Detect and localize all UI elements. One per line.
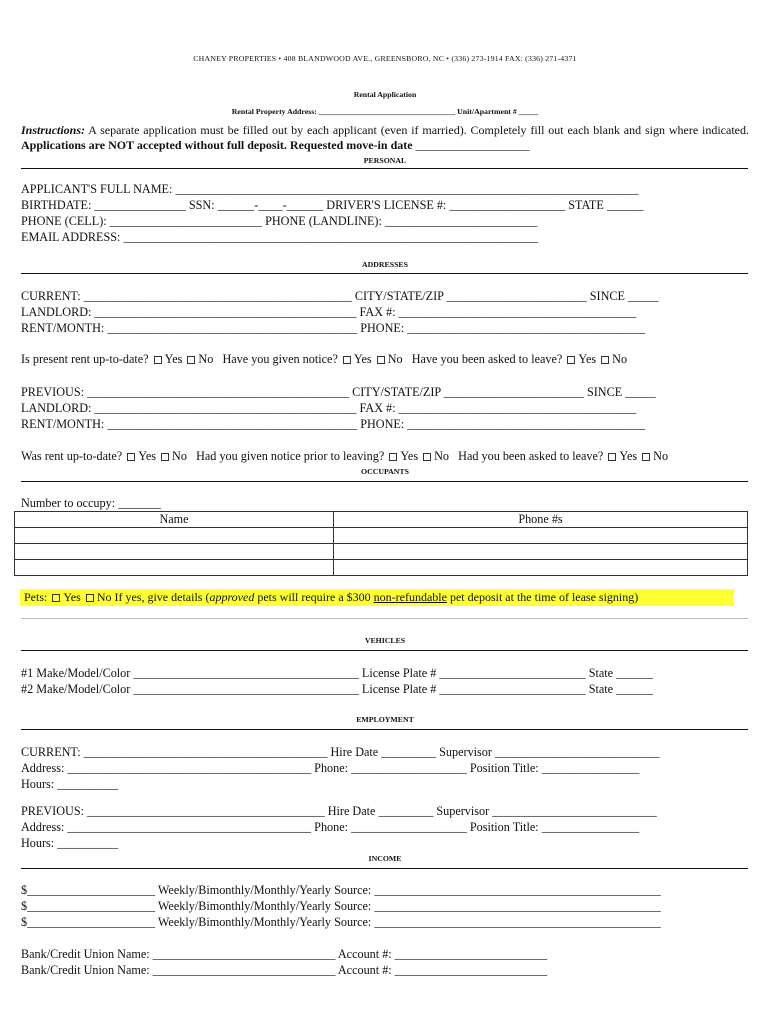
occupant-name-cell[interactable] xyxy=(15,560,334,576)
no-label: No xyxy=(612,352,628,366)
section-addresses: ADDRESSES xyxy=(362,260,408,269)
section-divider xyxy=(21,729,748,730)
table-row xyxy=(15,528,748,544)
section-personal: PERSONAL xyxy=(363,156,407,165)
section-employment: EMPLOYMENT xyxy=(356,715,414,724)
section-occupants: OCCUPANTS xyxy=(361,467,409,476)
no-label: No xyxy=(96,590,112,604)
section-divider xyxy=(21,868,748,869)
checkbox-icon[interactable] xyxy=(86,594,94,602)
table-header-row xyxy=(15,512,748,528)
instructions-text: A separate application must be filled out by each applicant (even if married). Completely fill out each blank and sign where indicated. xyxy=(85,123,749,137)
previous-employer-field[interactable]: PREVIOUS: _______________________________________ Hire Date _________ Supervisor ___________________________ xyxy=(21,804,657,818)
number-to-occupy-field[interactable]: Number to occupy: _______ xyxy=(21,496,161,510)
checkbox-icon[interactable] xyxy=(343,356,351,364)
email-field[interactable]: EMAIL ADDRESS: ____________________________________________________________________ xyxy=(21,230,538,244)
no-label: No xyxy=(198,352,214,366)
yes-label: Yes xyxy=(164,352,183,366)
move-in-date-field[interactable]: ___________________ xyxy=(412,138,530,152)
pets-details-text: If yes, give details ( xyxy=(114,590,210,604)
table-row xyxy=(15,544,748,560)
checkbox-icon[interactable] xyxy=(608,453,616,461)
previous-employer-address-field[interactable]: Address: ________________________________________ Phone: ___________________ Position Title: ________________ xyxy=(21,820,640,834)
current-questions-row xyxy=(21,352,627,366)
pets-row xyxy=(24,590,638,604)
phone-fields[interactable]: PHONE (CELL): _________________________ PHONE (LANDLINE): _________________________ xyxy=(21,214,538,228)
name-column-header: Name xyxy=(15,512,334,528)
previous-hours-field[interactable]: Hours: __________ xyxy=(21,836,119,850)
instructions-deposit-notice: Applications are NOT accepted without full deposit. Requested move-in date xyxy=(21,138,413,152)
checkbox-icon[interactable] xyxy=(52,594,60,602)
previous-questions-row xyxy=(21,449,668,463)
section-vehicles: VEHICLES xyxy=(364,636,406,645)
section-divider xyxy=(21,168,748,169)
checkbox-icon[interactable] xyxy=(127,453,135,461)
pets-deposit-text: pets will require a $300 xyxy=(254,590,374,604)
occupant-phone-cell[interactable] xyxy=(334,544,748,560)
phone-column-header: Phone #s xyxy=(334,512,748,528)
checkbox-icon[interactable] xyxy=(154,356,162,364)
previous-landlord-field[interactable]: LANDLORD: ___________________________________________ FAX #: _______________________________________ xyxy=(21,401,637,415)
yes-label: Yes xyxy=(353,352,372,366)
current-rent-field[interactable]: RENT/MONTH: _________________________________________ PHONE: _______________________________________ xyxy=(21,321,645,335)
rent-up-to-date-question: Is present rent up-to-date? xyxy=(21,352,149,366)
table-row xyxy=(15,560,748,576)
current-employer-address-field[interactable]: Address: ________________________________________ Phone: ___________________ Position Title: ________________ xyxy=(21,761,640,775)
pets-label: Pets: xyxy=(24,590,48,604)
checkbox-icon[interactable] xyxy=(642,453,650,461)
previous-address-field[interactable]: PREVIOUS: ___________________________________________ CITY/STATE/ZIP _______________________ SINCE _____ xyxy=(21,385,656,399)
birthdate-ssn-license-field[interactable]: BIRTHDATE: _______________ SSN: ______-____-______ DRIVER'S LICENSE #: ___________________ STATE ______ xyxy=(21,198,644,212)
occupant-name-cell[interactable] xyxy=(15,528,334,544)
prev-given-notice-question: Had you given notice prior to leaving? xyxy=(196,449,385,463)
instructions-label: Instructions: xyxy=(21,123,86,137)
no-label: No xyxy=(172,449,187,463)
checkbox-icon[interactable] xyxy=(601,356,609,364)
company-header: CHANEY PROPERTIES • 408 BLANDWOOD AVE., GREENSBORO, NC • (336) 273-1914 FAX: (336) 271-4371 xyxy=(193,54,577,63)
occupants-table xyxy=(14,511,748,576)
asked-to-leave-question: Have you been asked to leave? xyxy=(411,352,563,366)
no-label: No xyxy=(653,449,669,463)
occupant-phone-cell[interactable] xyxy=(334,528,748,544)
prev-asked-to-leave-question: Had you been asked to leave? xyxy=(458,449,604,463)
income-2-field[interactable]: $_____________________ Weekly/Bimonthly/Monthly/Yearly Source: _______________________________________________ xyxy=(21,899,661,913)
checkbox-icon[interactable] xyxy=(423,453,431,461)
current-landlord-field[interactable]: LANDLORD: ___________________________________________ FAX #: _______________________________________ xyxy=(21,305,637,319)
no-label: No xyxy=(387,352,403,366)
vehicle-1-field[interactable]: #1 Make/Model/Color _____________________________________ License Plate # ________________________ State ______ xyxy=(21,666,653,680)
pets-nonrefundable-text: non-refundable xyxy=(373,590,447,604)
yes-label: Yes xyxy=(138,449,156,463)
divider xyxy=(21,618,748,619)
pets-approved-text: approved xyxy=(209,590,255,604)
occupant-name-cell[interactable] xyxy=(15,544,334,560)
current-address-field[interactable]: CURRENT: ____________________________________________ CITY/STATE/ZIP _______________________ SINCE _____ xyxy=(21,289,659,303)
yes-label: Yes xyxy=(619,449,638,463)
yes-label: Yes xyxy=(400,449,419,463)
pets-lease-text: pet deposit at the time of lease signing) xyxy=(446,590,639,604)
previous-rent-field[interactable]: RENT/MONTH: _________________________________________ PHONE: _______________________________________ xyxy=(21,417,645,431)
no-label: No xyxy=(434,449,450,463)
checkbox-icon[interactable] xyxy=(567,356,575,364)
occupant-phone-cell[interactable] xyxy=(334,560,748,576)
bank-1-field[interactable]: Bank/Credit Union Name: ______________________________ Account #: _________________________ xyxy=(21,947,548,961)
prev-rent-up-to-date-question: Was rent up-to-date? xyxy=(21,449,123,463)
bank-2-field[interactable]: Bank/Credit Union Name: ______________________________ Account #: _________________________ xyxy=(21,963,548,977)
section-divider xyxy=(21,650,748,651)
checkbox-icon[interactable] xyxy=(187,356,195,364)
section-divider xyxy=(21,481,748,482)
yes-label: Yes xyxy=(578,352,597,366)
property-address-line[interactable]: Rental Property Address: ___________________________________ Unit/Apartment # _____ xyxy=(231,107,539,116)
instructions xyxy=(21,123,749,153)
current-hours-field[interactable]: Hours: __________ xyxy=(21,777,119,791)
checkbox-icon[interactable] xyxy=(389,453,397,461)
vehicle-2-field[interactable]: #2 Make/Model/Color _____________________________________ License Plate # ________________________ State ______ xyxy=(21,682,653,696)
section-divider xyxy=(21,273,748,274)
current-employer-field[interactable]: CURRENT: ________________________________________ Hire Date _________ Supervisor ___________________________ xyxy=(21,745,660,759)
checkbox-icon[interactable] xyxy=(161,453,169,461)
income-3-field[interactable]: $_____________________ Weekly/Bimonthly/Monthly/Yearly Source: _______________________________________________ xyxy=(21,915,661,929)
given-notice-question: Have you given notice? xyxy=(222,352,338,366)
yes-label: Yes xyxy=(63,590,81,604)
income-1-field[interactable]: $_____________________ Weekly/Bimonthly/Monthly/Yearly Source: _______________________________________________ xyxy=(21,883,661,897)
checkbox-icon[interactable] xyxy=(377,356,385,364)
applicant-name-field[interactable]: APPLICANT'S FULL NAME: ____________________________________________________________________________ xyxy=(21,182,639,196)
form-title: Rental Application xyxy=(353,90,417,99)
section-income: INCOME xyxy=(368,854,402,863)
